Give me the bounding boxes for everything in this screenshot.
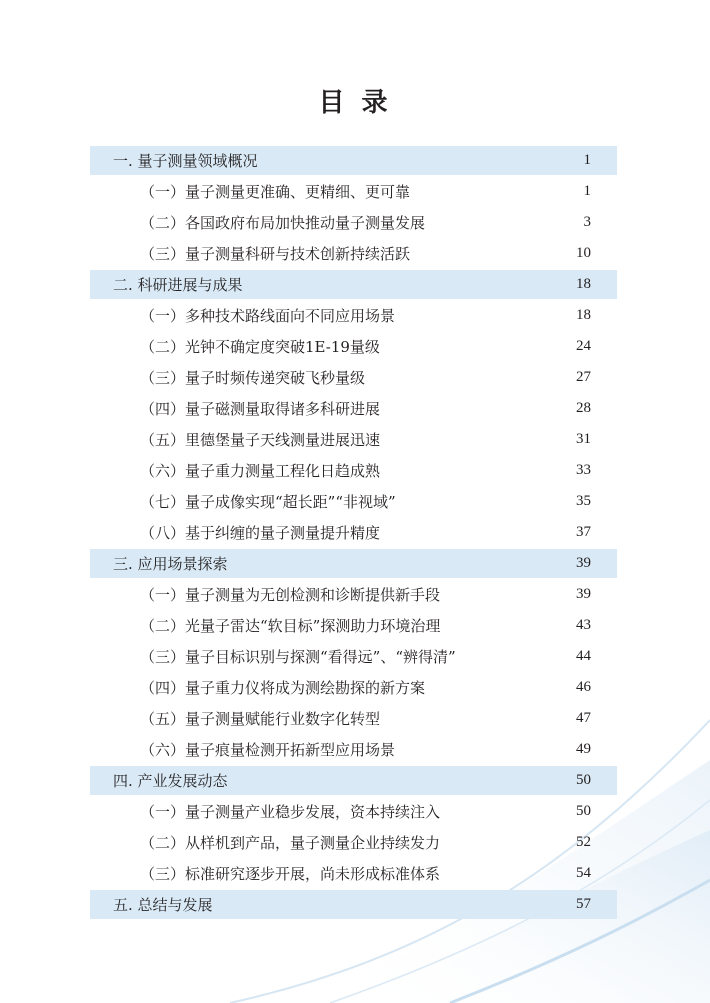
page-number: 39 [576,586,591,602]
page-number: 54 [576,865,591,881]
section-label: 一. 量子测量领域概况 [113,152,258,170]
toc-item[interactable] [90,579,617,610]
toc-item[interactable] [90,703,617,734]
toc-item[interactable] [90,610,617,641]
section-label: 二. 科研进展与成果 [113,276,243,294]
toc-item[interactable] [90,176,617,207]
page-number: 49 [576,741,591,757]
toc-section-3[interactable] [90,549,617,578]
item-label: （三）量子测量科研与技术创新持续活跃 [140,245,411,263]
page-number: 3 [583,214,591,230]
item-label: （五）里德堡量子天线测量进展迅速 [140,431,381,449]
item-label: （六）量子痕量检测开拓新型应用场景 [140,741,396,759]
toc-item[interactable] [90,207,617,238]
toc-item[interactable] [90,424,617,455]
table-of-contents [90,145,617,920]
item-label: （二）光钟不确定度突破1E-19量级 [140,338,380,356]
item-label: （二）各国政府布局加快推动量子测量发展 [140,214,426,232]
item-label: （六）量子重力测量工程化日趋成熟 [140,462,381,480]
section-label: 四. 产业发展动态 [113,772,228,790]
item-label: （一）量子测量为无创检测和诊断提供新手段 [140,586,441,604]
item-label: （二）光量子雷达“软目标”探测助力环境治理 [140,617,441,635]
toc-item[interactable] [90,796,617,827]
item-label: （五）量子测量赋能行业数字化转型 [140,710,381,728]
item-label: （三）量子目标识别与探测“看得远”、“辨得清” [140,648,456,666]
section-label: 五. 总结与发展 [113,896,213,914]
page-number: 50 [576,772,591,788]
page-number: 35 [576,493,591,509]
toc-section-2[interactable] [90,270,617,299]
toc-item[interactable] [90,331,617,362]
item-label: （二）从样机到产品，量子测量企业持续发力 [140,834,441,852]
toc-section-5[interactable] [90,890,617,919]
page-number: 28 [576,400,591,416]
page-number: 1 [583,152,591,168]
toc-item[interactable] [90,517,617,548]
page-number: 33 [576,462,591,478]
toc-item[interactable] [90,734,617,765]
toc-item[interactable] [90,641,617,672]
item-label: （四）量子重力仪将成为测绘勘探的新方案 [140,679,426,697]
toc-item[interactable] [90,455,617,486]
page-number: 52 [576,834,591,850]
page-number: 37 [576,524,591,540]
toc-item[interactable] [90,672,617,703]
toc-item[interactable] [90,858,617,889]
item-label: （八）基于纠缠的量子测量提升精度 [140,524,381,542]
item-label: （三）标准研究逐步开展，尚未形成标准体系 [140,865,441,883]
toc-item[interactable] [90,486,617,517]
page-number: 27 [576,369,591,385]
toc-item[interactable] [90,362,617,393]
item-label: （七）量子成像实现“超长距”“非视域” [140,493,396,511]
page-number: 18 [576,307,591,323]
toc-item[interactable] [90,393,617,424]
item-label: （四）量子磁测量取得诸多科研进展 [140,400,381,418]
toc-item[interactable] [90,827,617,858]
item-label: （三）量子时频传递突破飞秒量级 [140,369,366,387]
page-number: 1 [583,183,591,199]
page-title: 目 录 [318,88,392,118]
page-number: 43 [576,617,591,633]
toc-section-1[interactable] [90,146,617,175]
toc-item[interactable] [90,238,617,269]
page-number: 57 [576,896,591,912]
page-number: 47 [576,710,591,726]
page-number: 10 [576,245,591,261]
page-number: 50 [576,803,591,819]
item-label: （一）量子测量更准确、更精细、更可靠 [140,183,411,201]
page-number: 46 [576,679,591,695]
page-number: 44 [576,648,591,664]
item-label: （一）多种技术路线面向不同应用场景 [140,307,396,325]
page-number: 18 [576,276,591,292]
toc-section-4[interactable] [90,766,617,795]
section-label: 三. 应用场景探索 [113,555,228,573]
toc-item[interactable] [90,300,617,331]
page-number: 31 [576,431,591,447]
page-number: 39 [576,555,591,571]
page-number: 24 [576,338,591,354]
item-label: （一）量子测量产业稳步发展，资本持续注入 [140,803,441,821]
